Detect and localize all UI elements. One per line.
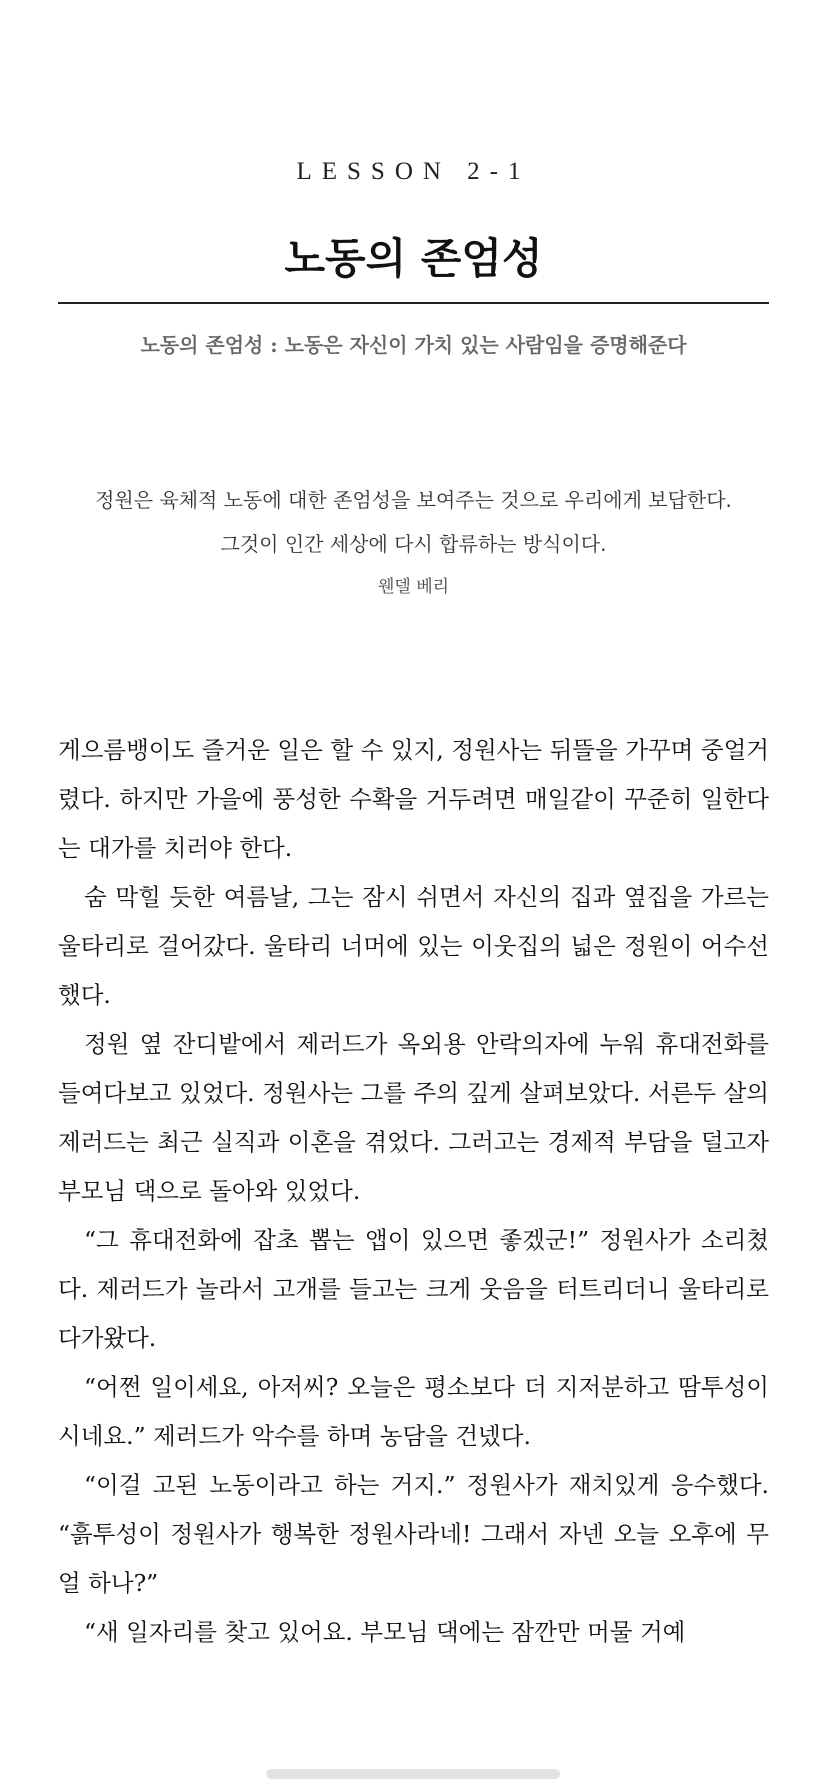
paragraph: “새 일자리를 찾고 있어요. 부모님 댁에는 잠깐만 머물 거예 — [84, 1618, 686, 1646]
epigraph — [0, 478, 827, 602]
epigraph-author: 웬델 베리 — [377, 577, 450, 597]
lesson-label: LESSON 2-1 — [296, 158, 531, 185]
title-divider — [58, 302, 769, 304]
paragraph: 숨 막힐 듯한 여름날, 그는 잠시 쉬면서 자신의 집과 옆집을 가르는 울타리로 걸어갔다. 울타리 너머에 있는 이웃집의 넓은 정원이 어수선했다. — [58, 883, 769, 1009]
paragraph: “이걸 고된 노동이라고 하는 거지.” 정원사가 재치있게 응수했다. “흙투성이 정원사가 행복한 정원사라네! 그래서 자넨 오늘 오후에 무얼 하나?” — [58, 1471, 769, 1597]
paragraph: 게으름뱅이도 즐거운 일은 할 수 있지, 정원사는 뒤뜰을 가꾸며 중얼거렸다. 하지만 가을에 풍성한 수확을 거두려면 매일같이 꾸준히 일한다는 대가를 치러야 한다. — [58, 736, 769, 862]
chapter-title: 노동의 존엄성 — [284, 234, 543, 283]
paragraph: “그 휴대전화에 잡초 뽑는 앱이 있으면 좋겠군!” 정원사가 소리쳤다. 제러드가 놀라서 고개를 들고는 크게 웃음을 터트리더니 울타리로 다가왔다. — [58, 1226, 769, 1352]
body-text — [58, 726, 769, 1657]
home-indicator[interactable] — [266, 1769, 560, 1779]
paragraph: 정원 옆 잔디밭에서 제러드가 옥외용 안락의자에 누워 휴대전화를 들여다보고 있었다. 정원사는 그를 주의 깊게 살펴보았다. 서른두 살의 제러드는 최근 실직과 이혼을 겪었다. 그러고는 경제적 부담을 덜고자 부모님 댁으로 돌아와 있었다. — [58, 1030, 769, 1205]
epigraph-line: 그것이 인간 세상에 다시 합류하는 방식이다. — [220, 532, 607, 556]
paragraph: “어쩐 일이세요, 아저씨? 오늘은 평소보다 더 지저분하고 땀투성이시네요.” 제러드가 악수를 하며 농담을 건넸다. — [58, 1373, 769, 1450]
chapter-subtitle: 노동의 존엄성 : 노동은 자신이 가치 있는 사람임을 증명해준다 — [140, 333, 687, 357]
epigraph-line: 정원은 육체적 노동에 대한 존엄성을 보여주는 것으로 우리에게 보답한다. — [95, 488, 732, 512]
